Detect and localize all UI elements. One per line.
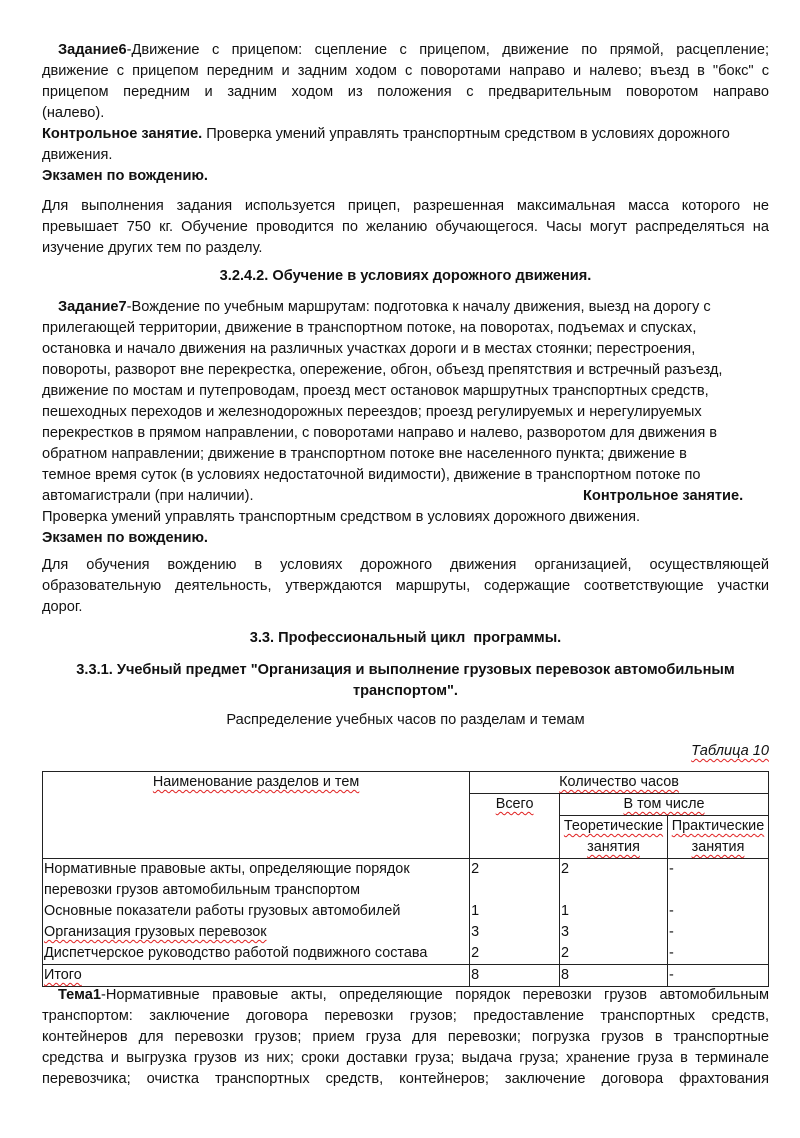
task6-line-4: (налево). (42, 105, 105, 121)
row-name: Диспетчерское руководство работой подвижного состава (43, 943, 470, 965)
task7-line-1: Задание7-Вождение по учебным маршрутам: подготовка к началу движения, выезд на дорогу с (58, 299, 711, 315)
row-name: Основные показатели работы грузовых автомобилей (43, 901, 470, 922)
table-row (43, 901, 769, 922)
topic1-paragraph: Тема1-Нормативные правовые акты, определяющие порядок перевозки грузов автомобильным транспортом: заключение договора перевозки грузов; предоставление транспортных средств, контейнеров для перевозки грузов; прием груза для перевозки; погрузка грузов в транспортные средства и выгрузка грузов из них; сроки доставки груза; выдача груза; хранение груза в терминале перевозчика; очистка транспортных средств, контейнеров; заключение договора фрахтования (42, 987, 769, 1087)
row-practice: - (667, 901, 768, 922)
control-label-1: Контрольное занятие. (42, 126, 203, 142)
control-label-2: Контрольное занятие. (583, 488, 744, 504)
task7-paragraph: Задание7-Вождение по учебным маршрутам: подготовка к началу движения, выезд на дорогу с прилегающей территории, движение в транспортном потоке, на поворотах, подъемах и спусках, остановка и начало движения на различных участках дороги и в местах стоянки; перестроения, повороты, разворот вне перекрестка, опережение, обгон, объезд препятствия и встречный разъезд, движение по мостам и путепроводам, проезд мест остановок маршрутных транспортных средств, пешеходных переходов и железнодорожных переездов; проезд регулируемых и нерегулируемых перекрестков в прямом направлении, с поворотами направо и налево, разворотом для движения в обратном направлении; движение в транспортном потоке вне населенного пункта; движение в темное время суток (в условиях недостаточной видимости), движение в транспортном потоке по автомагистрали (при наличии). Контрольное занятие. Проверка умений управлять транспортным средством в условиях дорожного движения. Экзамен по вождению. (42, 297, 769, 549)
row-name: Организация грузовых перевозок (43, 922, 470, 943)
task6-label: Задание6 (58, 42, 127, 58)
row-total: 2 (470, 859, 560, 902)
row-practice: - (667, 922, 768, 943)
task6-line-3: прицепом передним и задним ходом из положения с предварительным поворотом направо (42, 84, 769, 100)
header-hours: Количество часов (470, 772, 769, 794)
section-heading-331: 3.3.1. Учебный предмет "Организация и выполнение грузовых перевозок автомобильным транспортом". (76, 662, 735, 699)
section-heading-3242: 3.2.4.2. Обучение в условиях дорожного движения. (219, 268, 592, 284)
table-number: Таблица 10 (691, 743, 769, 759)
hours-table (42, 771, 769, 987)
header-name: Наименование разделов и тем (43, 772, 470, 859)
table-row (43, 922, 769, 943)
control-text-2: Проверка умений управлять транспортным средством в условиях дорожного движения. (42, 509, 641, 525)
exam-label-1: Экзамен по вождению. (42, 168, 208, 184)
header-practice: Практические занятия (667, 816, 768, 859)
row-practice: - (667, 943, 768, 965)
row-practice: - (667, 859, 768, 902)
total-total: 8 (470, 965, 560, 987)
row-theory: 2 (560, 943, 668, 965)
table-total-row (43, 965, 769, 987)
task6-paragraph (42, 40, 769, 124)
table-row (43, 859, 769, 902)
table-row (43, 943, 769, 965)
header-including: В том числе (560, 794, 769, 816)
row-theory: 2 (560, 859, 668, 902)
header-theory: Теоретические занятия (560, 816, 668, 859)
row-total: 1 (470, 901, 560, 922)
row-name: Нормативные правовые акты, определяющие порядок перевозки грузов автомобильным транспортом (43, 859, 470, 902)
row-theory: 1 (560, 901, 668, 922)
topic1-line-1: Тема1-Нормативные правовые акты, определяющие порядок перевозки грузов автомобильным (58, 987, 769, 1003)
row-total: 2 (470, 943, 560, 965)
table-caption: Распределение учебных часов по разделам и темам (226, 712, 585, 728)
row-theory: 3 (560, 922, 668, 943)
total-theory: 8 (560, 965, 668, 987)
total-label: Итого (43, 965, 470, 987)
task7-label: Задание7 (58, 299, 127, 315)
topic1-label: Тема1 (58, 987, 101, 1003)
task6-line-1: Задание6-Движение с прицепом: сцепление с прицепом, движение по прямой, расцепление; (58, 42, 769, 58)
row-total: 3 (470, 922, 560, 943)
header-total: Всего (470, 794, 560, 859)
section-heading-33: 3.3. Профессиональный цикл программы. (249, 630, 562, 646)
control-lesson-1: Контрольное занятие. Проверка умений управлять транспортным средством в условиях дорожного движения. (42, 126, 730, 163)
total-practice: - (667, 965, 768, 987)
trailer-note: Для выполнения задания используется прицеп, разрешенная максимальная масса которого не превышает 750 кг. Обучение проводится по желанию обучающегося. Часы могут распределяться на изучение других тем по разделу. (42, 198, 769, 256)
task6-line-2: движение с прицепом передним и задним ходом с поворотами направо и налево; въезд в "бокс" с (42, 63, 769, 79)
routes-note: Для обучения вождению в условиях дорожного движения организацией, осуществляющей образовательную деятельность, утверждаются маршруты, содержащие соответствующие участки дорог. (42, 557, 769, 615)
exam-label-2: Экзамен по вождению. (42, 530, 208, 546)
table-header-row-1 (43, 772, 769, 794)
